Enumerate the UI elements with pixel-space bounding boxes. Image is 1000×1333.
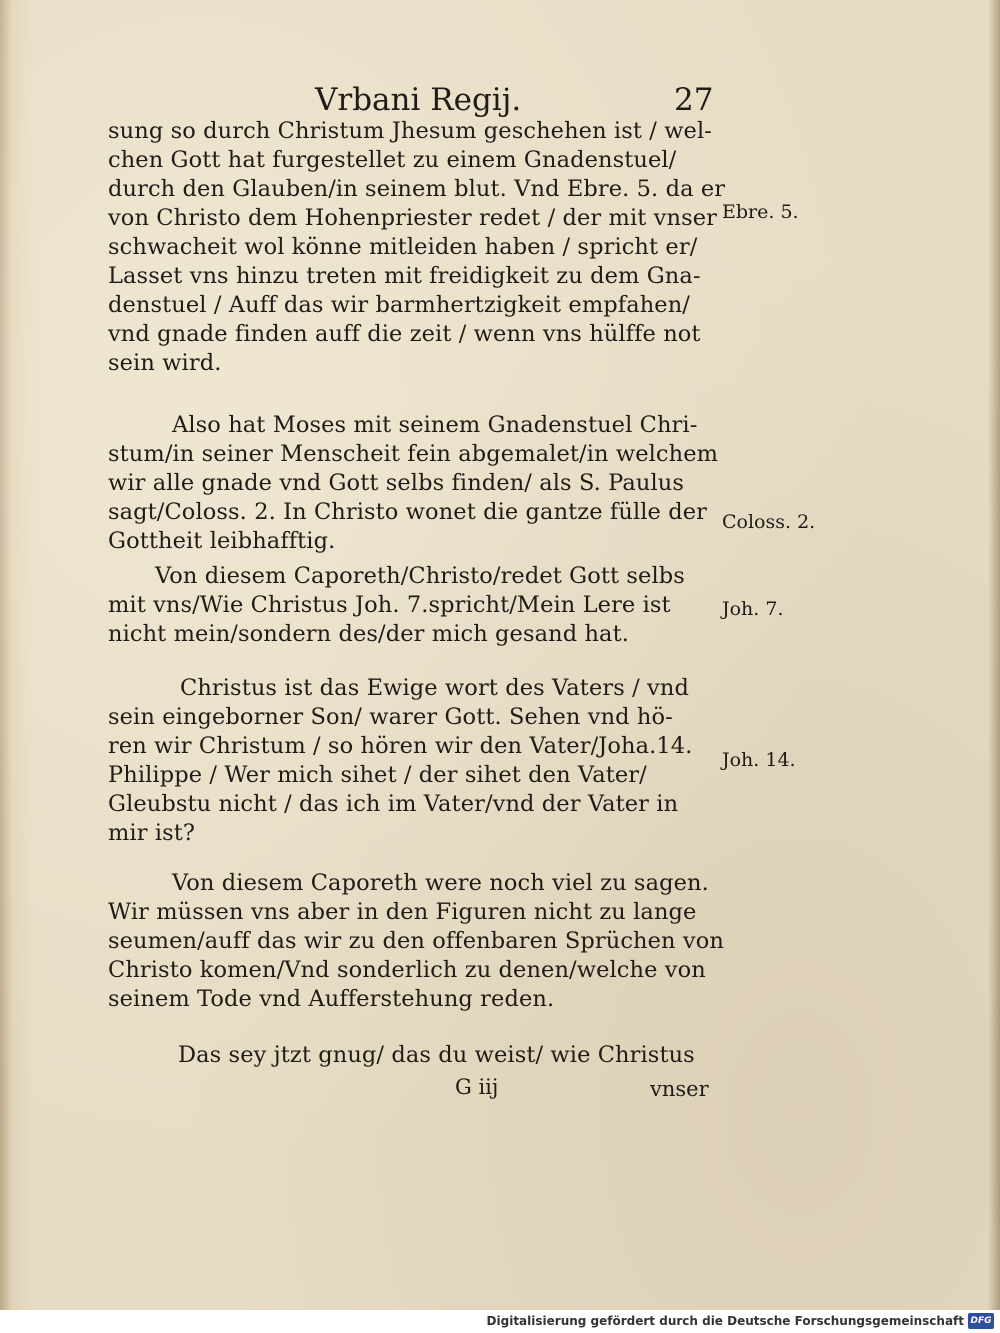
text-line: sein eingeborner Son/ warer Gott. Sehen vnd hö- [108, 704, 673, 730]
running-head: Vrbani Regij. [315, 82, 522, 118]
text-line: Christus ist das Ewige wort des Vaters / vnd [180, 675, 689, 701]
text-line: stum/in seiner Menscheit fein abgemalet/in welchem [108, 441, 719, 467]
text-line: Von diesem Caporeth/Christo/redet Gott selbs [155, 563, 685, 589]
text-line: ren wir Christum / so hören wir den Vater/Joha.14. [108, 733, 693, 759]
text-line: sein wird. [108, 350, 222, 376]
text-line: Das sey jtzt gnug/ das du weist/ wie Christus [178, 1042, 695, 1068]
text-line: Wir müssen vns aber in den Figuren nicht zu lange [108, 899, 697, 925]
text-line: Also hat Moses mit seinem Gnadenstuel Chri- [172, 412, 698, 438]
text-line: schwacheit wol könne mitleiden haben / spricht er/ [108, 234, 698, 260]
text-line: chen Gott hat furgestellet zu einem Gnadenstuel/ [108, 147, 677, 173]
text-line: Christo komen/Vnd sonderlich zu denen/welche von [108, 957, 706, 983]
footer-bar [0, 1310, 1000, 1333]
text-line: seinem Tode vnd Aufferstehung reden. [108, 986, 555, 1012]
funding-credit: Digitalisierung gefördert durch die Deutsche Forschungsgemeinschaft [486, 1314, 964, 1328]
text-line: denstuel / Auff das wir barmhertzigkeit empfahen/ [108, 292, 690, 318]
margin-note: Ebre. 5. [722, 201, 799, 223]
text-line: nicht mein/sondern des/der mich gesand hat. [108, 621, 629, 647]
text-line: mir ist? [108, 820, 196, 846]
text-line: mit vns/Wie Christus Joh. 7.spricht/Mein Lere ist [108, 592, 671, 618]
text-line: Gleubstu nicht / das ich im Vater/vnd der Vater in [108, 791, 679, 817]
text-line: von Christo dem Hohenpriester redet / der mit vnser [108, 205, 717, 231]
margin-note: Joh. 7. [722, 598, 784, 620]
text-line: durch den Glauben/in seinem blut. Vnd Ebre. 5. da er [108, 176, 726, 202]
text-line: Gottheit leibhafftig. [108, 528, 336, 554]
margin-note: Joh. 14. [722, 749, 796, 771]
signature-mark: G iij [455, 1075, 499, 1099]
text-line: sung so durch Christum Jhesum geschehen ist / wel- [108, 118, 712, 144]
margin-note: Coloss. 2. [722, 511, 816, 533]
text-line: Philippe / Wer mich sihet / der sihet den Vater/ [108, 762, 647, 788]
text-line: wir alle gnade vnd Gott selbs finden/ als S. Paulus [108, 470, 685, 496]
text-line: vnd gnade finden auff die zeit / wenn vns hülffe not [108, 321, 701, 347]
page-edge-shadow [988, 0, 1000, 1310]
text-line: Lasset vns hinzu treten mit freidigkeit zu dem Gna- [108, 263, 701, 289]
text-line: sagt/Coloss. 2. In Christo wonet die gantze fülle der [108, 499, 707, 525]
page-number: 27 [674, 82, 714, 118]
dfg-logo-icon: DFG [968, 1313, 994, 1329]
catchword: vnser [650, 1077, 709, 1101]
text-line: seumen/auff das wir zu den offenbaren Sprüchen von [108, 928, 724, 954]
text-line: Von diesem Caporeth were noch viel zu sagen. [172, 870, 709, 896]
